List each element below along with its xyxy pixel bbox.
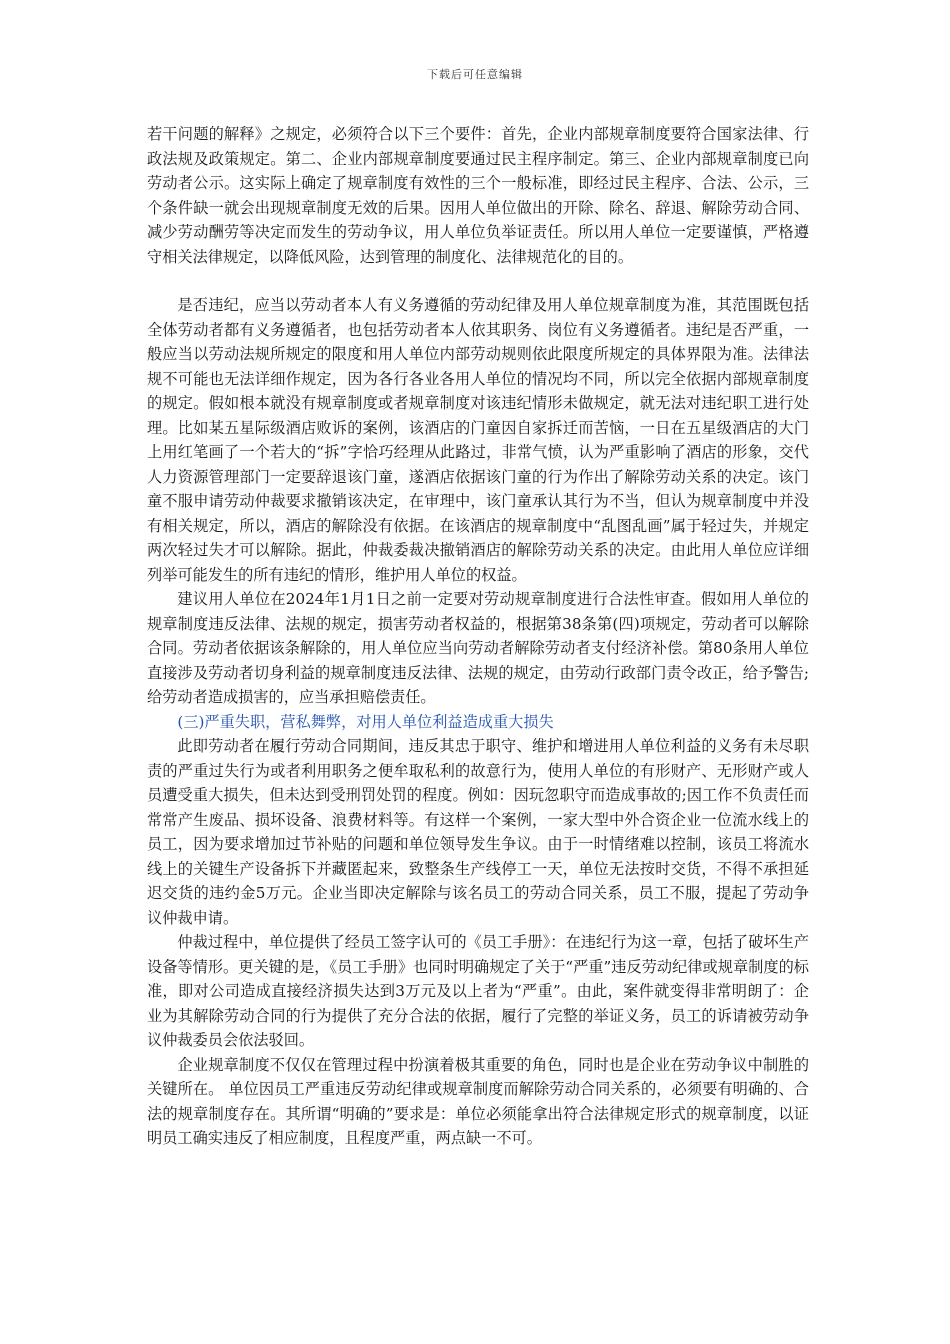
paragraph-conclusion: 企业规章制度不仅仅在管理过程中扮演着极其重要的角色，同时也是企业在劳动争议中制胜的关键所在。 单位因员工严重违反劳动纪律或规章制度而解除劳动合同关系的，必须要有明确的、合法的规章制度存在。其所谓“明确的”要求是：单位必须能拿出符合法律规定形式的规章制度，以证明员工确实违反了相应制度，且程度严重，两点缺一不可。 (147, 1055, 809, 1147)
paragraph-violation-standard: 是否违纪，应当以劳动者本人有义务遵循的劳动纪律及用人单位规章制度为准，其范围既包括全体劳动者都有义务遵循者，也包括劳动者本人依其职务、岗位有义务遵循者。违纪是否严重，一般应当以劳动法规所规定的限度和用人单位内部劳动规则依此限度所规定的具体界限为准。法律法规不可能也无法详细作规定，因为各行各业各用人单位的情况均不同，所以完全依据内部规章制度的规定。假如根本就没有规章制度或者规章制度对该违纪情形未做规定，就无法对违纪职工进行处理。比如某五星际级酒店败诉的案例，该酒店的门童因自家拆迁而苦恼，一日在五星级酒店的大门上用红笔画了一个若大的“拆”字恰巧经理从此路过，非常气愤，认为严重影响了酒店的形象，交代人力资源管理部门一定要辞退该门童，遂酒店依据该门童的行为作出了解除劳动关系的决定。该门童不服申请劳动仲裁要求撤销该决定，在审理中，该门童承认其行为不当，但认为规章制度中并没有相关规定，所以，酒店的解除没有依据。在该酒店的规章制度中“乱图乱画”属于轻过失，并规定两次轻过失才可以解除。据此，仲裁委裁决撤销酒店的解除劳动关系的决定。由此用人单位应详细列举可能发生的所有违纪的情形，维护用人单位的权益。 (147, 296, 809, 584)
paragraph-gap (147, 269, 809, 293)
page-header: 下载后可任意编辑 (427, 68, 523, 81)
paragraph-continuation: 若干问题的解释》之规定，必须符合以下三个要件：首先，企业内部规章制度要符合国家法律、行政法规及政策规定。第二、企业内部规章制度要通过民主程序制定。第三、企业内部规章制度已向劳动者公示。这实际上确定了规章制度有效性的三个一般标准，即经过民主程序、合法、公示，三个条件缺一就会出现规章制度无效的后果。因用人单位做出的开除、除名、辞退、解除劳动合同、减少劳动酬劳等决定而发生的劳动争议，用人单位负举证责任。所以用人单位一定要谨慎，严格遵守相关法律规定，以降低风险，达到管理的制度化、法律规范化的目的。 (147, 125, 809, 266)
paragraph-negligence-case: 此即劳动者在履行劳动合同期间，违反其忠于职守、维护和增进用人单位利益的义务有未尽职责的严重过失行为或者利用职务之便牟取私利的故意行为，使用人单位的有形财产、无形财产或人员遭受重大损失，但未达到受刑罚处罚的程度。例如：因玩忽职守而造成事故的;因工作不负责任而常常产生废品、损坏设备、浪费材料等。有这样一个案例，一家大型中外合资企业一位流水线上的员工，因为要求增加过节补贴的问题和单位领导发生争议。由于一时情绪难以控制，该员工将流水线上的关键生产设备拆下并藏匿起来，致整条生产线停工一天，单位无法按时交货，不得不承担延迟交货的违约金5万元。企业当即决定解除与该名员工的劳动合同关系，员工不服，提起了劳动争议仲裁申请。 (147, 737, 809, 927)
paragraph-arbitration: 仲裁过程中，单位提供了经员工签字认可的《员工手册》：在违纪行为这一章，包括了破坏生产设备等情形。更关键的是，《员工手册》也同时明确规定了关于“严重”违反劳动纪律或规章制度的标准，即对公司造成直接经济损失达到3万元及以上者为“严重”。由此，案件就变得非常明朗了：企业为其解除劳动合同的行为提供了充分合法的依据，履行了完整的举证义务，员工的诉请被劳动争议仲裁委员会依法驳回。 (147, 933, 809, 1049)
section-heading-3: (三)严重失职，营私舞弊，对用人单位利益造成重大损失 (177, 712, 554, 731)
paragraph-legality-review: 建议用人单位在2024年1月1日之前一定要对劳动规章制度进行合法性审查。假如用人单位的规章制度违反法律、法规的规定，损害劳动者权益的，根据第38条第(四)项规定，劳动者可以解除合同。劳动者依据该条解除的，用人单位应当向劳动者解除劳动者支付经济补偿。第80条用人单位直接涉及劳动者切身利益的规章制度违反法律、法规的规定，由劳动行政部门责令改正，给予警告;给劳动者造成损害的，应当承担赔偿责任。 (147, 590, 809, 706)
document-body (147, 122, 809, 1151)
